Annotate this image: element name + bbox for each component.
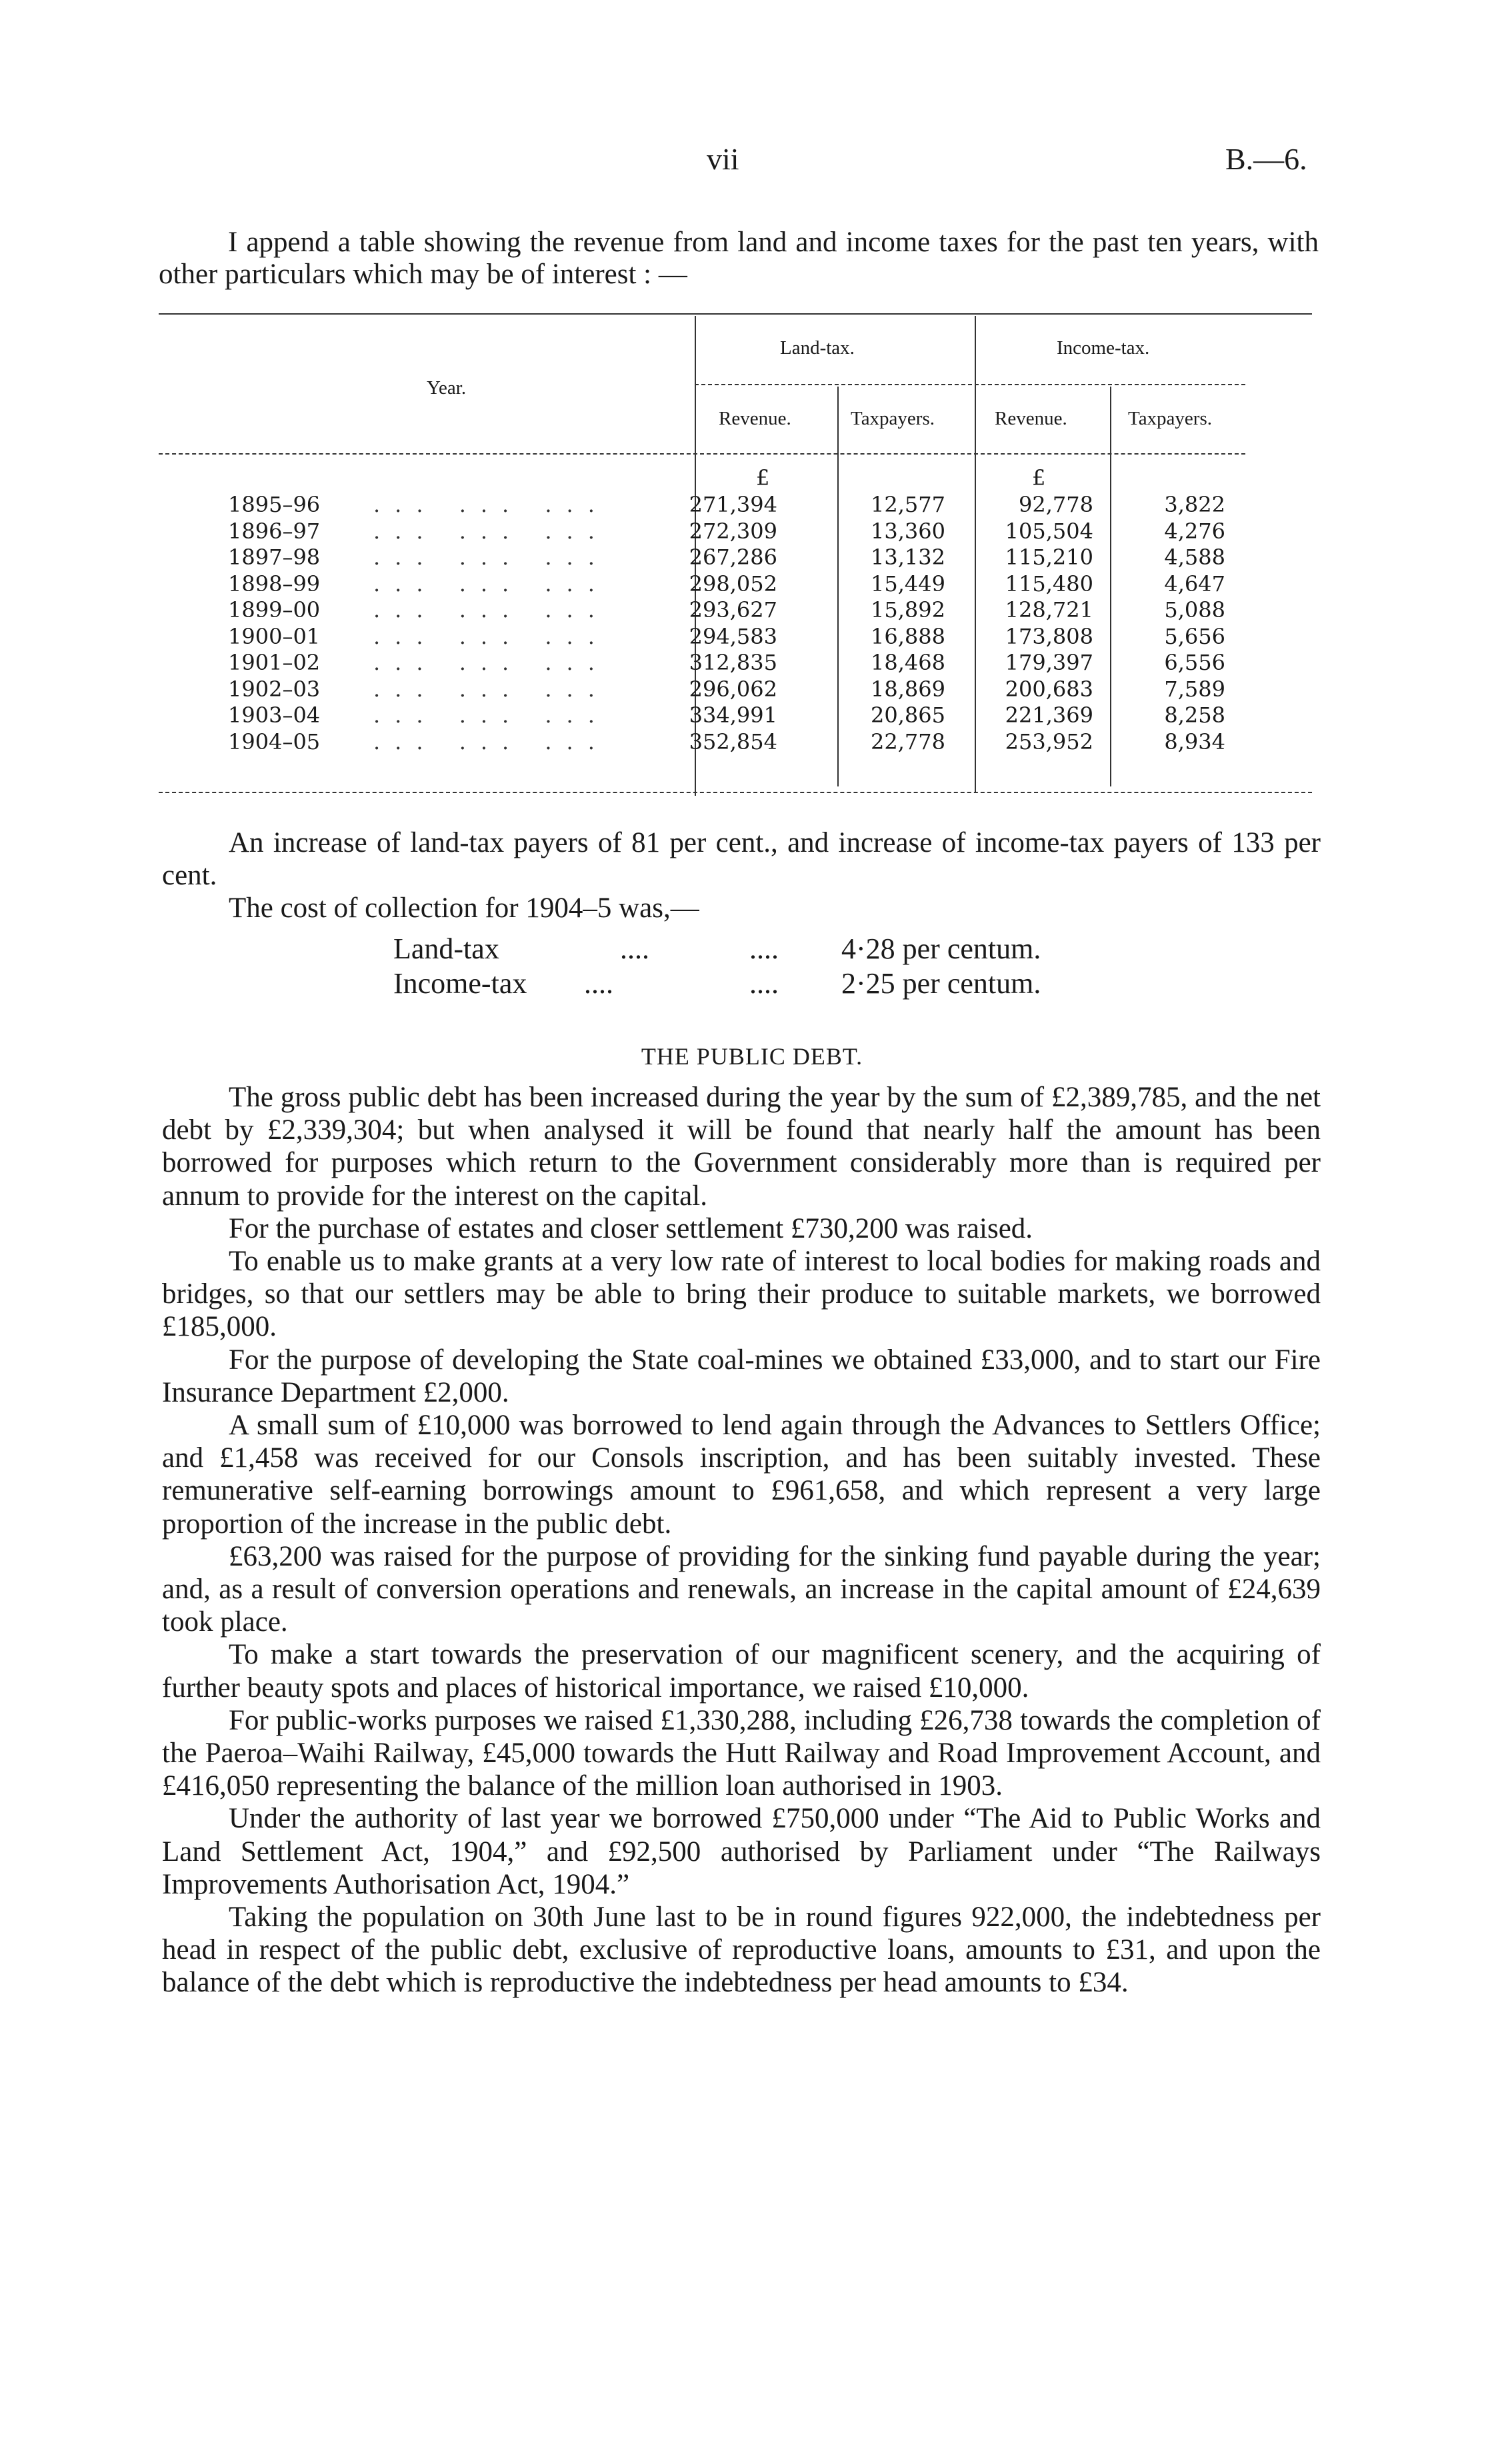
page-number: vii	[707, 142, 739, 176]
paragraph: To enable us to make grants at a very low rate of interest to local bodies for making roads and bridges, so that our settlers may be able to bring their produce to suitable markets, we borrowed £185,000.	[162, 1246, 1321, 1343]
table-bottom-rule	[159, 792, 1312, 793]
paragraph: A small sum of £10,000 was borrowed to lend again through the Advances to Settlers Office; and £1,458 was received for our Consols inscription, and has been suitably invested. These remunerative self-earning borrowings amount to £961,658, and which represent a very large proportion of the increase in the public debt.	[162, 1410, 1321, 1540]
income-taxpayers-cell: 8,258	[1164, 702, 1225, 728]
income-revenue-cell: 200,683	[1005, 676, 1093, 702]
leader-dots: ... ... ...	[373, 676, 609, 702]
land-revenue-cell: 271,394	[689, 492, 777, 517]
leader-dots: ... ... ...	[373, 545, 609, 570]
page-reference: B.—6.	[1225, 142, 1307, 176]
land-taxpayers-cell: 22,778	[871, 729, 945, 754]
leader-dots: ... ... ...	[373, 729, 609, 754]
income-taxpayers-cell: 7,589	[1164, 676, 1225, 702]
land-revenue-cell: 267,286	[689, 545, 777, 570]
paragraph: The gross public debt has been increased during the year by the sum of £2,389,785, and the net debt by £2,339,304; but when analysed it will be found that nearly half the amount has been borrowed for purposes which return to the Government considerably more than is required per annum to provide for the interest on the capital.	[162, 1082, 1321, 1212]
land-taxpayers-header: Taxpayers.	[851, 408, 935, 429]
land-taxpayers-cell: 12,577	[871, 492, 945, 517]
leader-dots: ... ... ...	[373, 650, 609, 675]
year-cell: 1898–99	[228, 571, 321, 597]
table-col-rule-income-tp	[1110, 387, 1111, 786]
paragraph: To make a start towards the preservation of our magnificent scenery, and the acquiring of further beauty spots and places of historical importance, we raised £10,000.	[162, 1639, 1321, 1704]
paragraph: Taking the population on 30th June last to be in round figures 922,000, the indebtedness per head in respect of the public debt, exclusive of reproductive loans, amounts to £31, and upon the balance of the debt which is reproductive the indebtedness per head amounts to £34.	[162, 1901, 1321, 1999]
land-revenue-cell: 294,583	[689, 624, 777, 649]
year-cell: 1897–98	[228, 545, 321, 570]
income-taxpayers-cell: 5,656	[1164, 624, 1225, 649]
income-taxpayers-cell: 5,088	[1164, 597, 1225, 622]
income-revenue-cell: 128,721	[1005, 597, 1093, 622]
year-cell: 1902–03	[228, 676, 321, 702]
land-revenue-cell: 296,062	[689, 676, 777, 702]
paragraph: For the purchase of estates and closer settlement £730,200 was raised.	[229, 1212, 1033, 1244]
cost-label: Income-tax	[393, 967, 527, 1000]
income-revenue-header: Revenue.	[995, 408, 1067, 429]
income-taxpayers-cell: 4,276	[1164, 519, 1225, 544]
land-revenue-cell: 298,052	[689, 571, 777, 597]
cost-dots: ....	[620, 932, 649, 965]
land-taxpayers-cell: 20,865	[871, 702, 945, 728]
year-cell: 1900–01	[228, 624, 321, 649]
income-taxpayers-cell: 4,588	[1164, 545, 1225, 570]
income-revenue-cell: 221,369	[1005, 702, 1093, 728]
year-cell: 1903–04	[228, 702, 321, 728]
year-cell: 1904–05	[228, 729, 321, 754]
land-revenue-currency: £	[756, 465, 770, 491]
income-revenue-cell: 105,504	[1005, 519, 1093, 544]
land-revenue-cell: 293,627	[689, 597, 777, 622]
income-taxpayers-cell: 6,556	[1164, 650, 1225, 675]
table-col-rule-land-tp	[837, 387, 839, 786]
public-debt-text	[162, 1081, 1321, 1999]
year-cell: 1901–02	[228, 650, 321, 675]
income-revenue-cell: 115,480	[1005, 571, 1093, 597]
income-taxpayers-header: Taxpayers.	[1128, 408, 1212, 429]
intro-paragraph: I append a table showing the revenue from land and income taxes for the past ten years, with other particulars which may be of interest : —	[159, 227, 1319, 290]
table-col-rule-income	[975, 316, 976, 792]
land-taxpayers-cell: 15,892	[871, 597, 945, 622]
cost-label: Land-tax	[393, 932, 499, 965]
paragraph: Under the authority of last year we borrowed £750,000 under “The Aid to Public Works and Land Settlement Act, 1904,” and £92,500 authorised by Parliament under “The Railways Improvements Authorisation Act, 1904.”	[162, 1803, 1321, 1900]
cost-item-income-tax	[393, 966, 527, 1000]
section-title: THE PUBLIC DEBT.	[641, 1043, 863, 1070]
cost-value: 2·25 per centum.	[841, 967, 1041, 1000]
year-header: Year.	[427, 377, 467, 399]
leader-dots: ... ... ...	[373, 624, 609, 649]
land-revenue-cell: 352,854	[689, 729, 777, 754]
land-taxpayers-cell: 18,468	[871, 650, 945, 675]
land-revenue-header: Revenue.	[719, 408, 791, 429]
cost-item-land-tax	[393, 932, 499, 966]
income-revenue-currency: £	[1032, 465, 1046, 491]
cost-value: 4·28 per centum.	[841, 932, 1041, 965]
table-group-rule	[695, 384, 1245, 385]
leader-dots: ... ... ...	[373, 492, 609, 517]
land-revenue-cell: 272,309	[689, 519, 777, 544]
income-revenue-cell: 179,397	[1005, 650, 1093, 675]
table-header-rule	[159, 453, 1245, 455]
leader-dots: ... ... ...	[373, 702, 609, 728]
land-revenue-cell: 334,991	[689, 702, 777, 728]
leader-dots: ... ... ...	[373, 571, 609, 597]
year-cell: 1899–00	[228, 597, 321, 622]
land-tax-header: Land-tax.	[780, 337, 855, 359]
leader-dots: ... ... ...	[373, 597, 609, 622]
cost-dots: ....	[749, 967, 779, 1000]
year-cell: 1896–97	[228, 519, 321, 544]
cost-intro: The cost of collection for 1904–5 was,—	[229, 892, 699, 924]
land-revenue-cell: 312,835	[689, 650, 777, 675]
land-taxpayers-cell: 18,869	[871, 676, 945, 702]
increase-text: An increase of land-tax payers of 81 per cent., and increase of income-tax payers of 133 per cent.	[162, 827, 1321, 892]
land-taxpayers-cell: 16,888	[871, 624, 945, 649]
paragraph: For the purpose of developing the State coal-mines we obtained £33,000, and to start our Fire Insurance Department £2,000.	[162, 1344, 1321, 1408]
increase-paragraph	[162, 826, 1321, 925]
income-tax-header: Income-tax.	[1057, 337, 1150, 359]
table-top-rule	[159, 313, 1312, 315]
income-revenue-cell: 253,952	[1005, 729, 1093, 754]
paragraph: £63,200 was raised for the purpose of providing for the sinking fund payable during the year; and, as a result of conversion operations and renewals, an increase in the capital amount of £24,639 took place.	[162, 1540, 1321, 1638]
cost-dots: ....	[584, 967, 613, 1000]
income-revenue-cell: 173,808	[1005, 624, 1093, 649]
cost-dots: ....	[749, 932, 779, 965]
income-taxpayers-cell: 8,934	[1164, 729, 1225, 754]
leader-dots: ... ... ...	[373, 519, 609, 544]
land-taxpayers-cell: 15,449	[871, 571, 945, 597]
income-revenue-cell: 92,778	[1019, 492, 1093, 517]
paragraph: For public-works purposes we raised £1,330,288, including £26,738 towards the completion of the Paeroa–Waihi Railway, £45,000 towards the Hutt Railway and Road Improvement Account, and £416,050 representing the balance of the million loan authorised in 1903.	[162, 1704, 1321, 1802]
year-cell: 1895–96	[228, 492, 321, 517]
land-taxpayers-cell: 13,360	[871, 519, 945, 544]
land-taxpayers-cell: 13,132	[871, 545, 945, 570]
income-revenue-cell: 115,210	[1005, 545, 1093, 570]
income-taxpayers-cell: 3,822	[1164, 492, 1225, 517]
income-taxpayers-cell: 4,647	[1164, 571, 1225, 597]
